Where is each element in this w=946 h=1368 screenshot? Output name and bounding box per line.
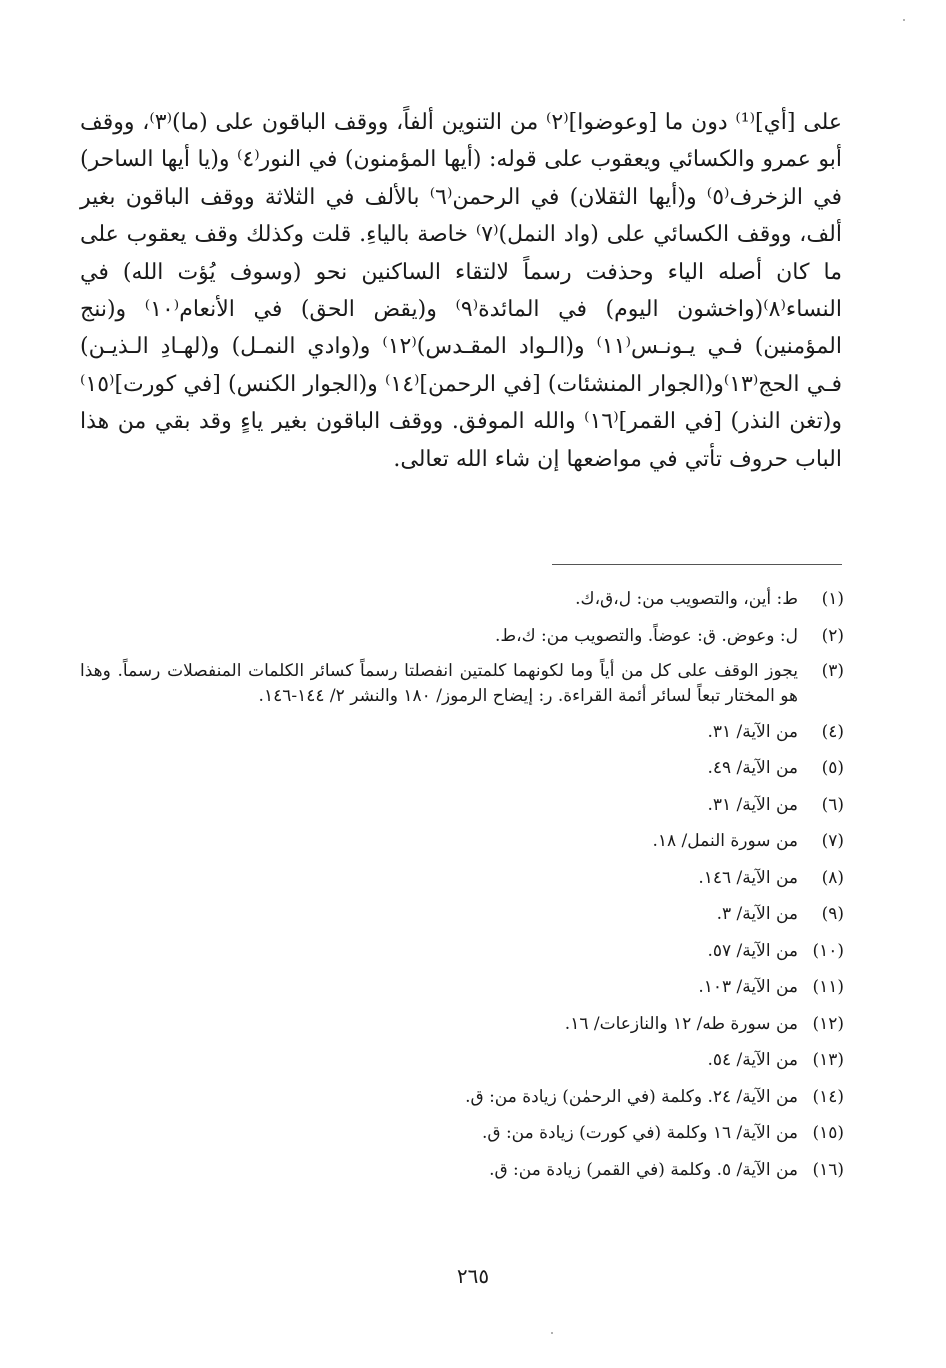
footnote-item [80,586,844,613]
footnote-number: (١١) [812,977,844,997]
footnote-number: (٥) [821,758,844,778]
footnote-number: (٤) [821,721,844,742]
footnote-item [80,1157,844,1184]
footnote-number: (١٥) [812,1123,844,1143]
footnote-text: من الآية/ ٥٤. [707,1050,798,1070]
main-paragraph: على [أي]⁽¹⁾ دون ما [وعوضوا]⁽٢⁾ من التنوين ألفاً، ووقف الباقون على (ما)⁽٣⁾، ووقف أبو عمرو والكسائي ويعقوب على قوله: (أيها المؤمنون) في النور⁽٤⁾ و(يا أيها الساحر) في الزخرف⁽٥⁾ و(أيها الثقلان) في الرحمن⁽٦⁾ بالألف في الثلاثة ووقف الباقون بغير ألف، ووقف الكسائي على (واد النمل)⁽٧⁾ خاصة بالياءِ. قلت وكذلك وقف يعقوب على ما كان أصله الياء وحذفت رسماً لالتقاء الساكنين نحو (وسوف يُؤت الله) في النساء⁽٨⁾(واخشون اليوم) في المائدة⁽٩⁾ و(يقض الحق) في الأنعام⁽١٠⁾ و(ننج المؤمنين) فـي يـونـس⁽١١⁾ و(الـواد المقـدس)⁽١٢⁾ و(وادي النمـل) و(لهـادِ الـذيـن) فـي الحج⁽١٣⁾و(الجوار المنشئات) [في الرحمن]⁽١٤⁾ و(الجوار الكنس) [في كورت]⁽١٥⁾ و(تغن النذر) [في القمر]⁽١٦⁾ والله الموفق. ووقف الباقون بغير ياءٍ وقد بقي من هذا الباب حروف تأتي في مواضعها إن شاء الله تعالى. [80,110,843,472]
footnote-text: من الآية/ ٣١. [707,794,798,815]
footnote-text: ط: أين، والتصويب من: ل،ق،ك. [575,589,798,609]
footnote-number: (١٠) [812,940,844,961]
footnote-item [80,1084,844,1111]
footnote-text: من الآية/ ٣١. [707,721,798,742]
footnote-text: من سورة طه/ ١٢ والنازعات/ ١٦. [564,1013,798,1034]
footnote-item [80,974,844,1001]
page-number: ٢٦٥ [456,1264,490,1288]
footnote-text: يجوز الوقف على كل من أياً وما لكونهما كلمتين انفصلتا رسماً كسائر الكلمات المنفصلات رسماً. وهذا هو المختار تبعاً لسائر أئمة القراءة. ر: إيضاح الرموز/ ١٨٠ والنشر ٢/ ١٤٤-١٤٦. [80,661,798,706]
footnote-number: (٨) [821,867,844,888]
footnote-item [80,755,844,782]
footnote-number: (١) [821,589,844,609]
footnote-number: (٩) [821,904,844,924]
footnote-item [80,901,844,928]
footnote-number: (٧) [821,831,844,851]
footnote-number: (١٤) [812,1086,844,1107]
footnote-text: من الآية/ ٥٧. [707,940,798,961]
footnote-item [80,865,844,892]
main-text-block [80,104,842,478]
footnote-text: من الآية/ ١٦ وكلمة (في كورت) زيادة من: ق. [481,1123,798,1143]
footnote-text: من الآية/ ٣. [716,904,798,924]
footnote-number: (١٣) [812,1050,844,1070]
footnote-item [80,1047,844,1074]
footnote-text: من الآية/ ٢٤. وكلمة (في الرحمٰن) زيادة من: ق. [465,1086,798,1107]
footnote-number: (٢) [821,625,844,646]
footnote-item [80,659,844,709]
scan-speck [903,19,905,21]
footnote-separator [552,564,842,565]
footnote-item [80,1011,844,1038]
footnote-number: (١٦) [812,1159,844,1180]
footnote-text: ل: وعوض. ق: عوضاً. والتصويب من: ك،ط. [494,625,798,646]
footnote-item [80,938,844,965]
footnote-text: من الآية/ ٥. وكلمة (في القمر) زيادة من: ق. [489,1159,798,1180]
scan-speck [551,1332,553,1334]
footnote-item [80,828,844,855]
footnote-number: (٦) [821,794,844,815]
footnote-text: من الآية/ ١٤٦. [698,867,798,888]
footnote-item [80,792,844,819]
footnote-number: (٣) [821,661,844,681]
footnote-text: من سورة النمل/ ١٨. [652,831,798,851]
footnote-item [80,719,844,746]
footnote-number: (١٢) [812,1013,844,1034]
footnote-text: من الآية/ ٤٩. [707,758,798,778]
footnotes-list [80,586,844,1193]
footnote-item [80,623,844,650]
footnote-item [80,1120,844,1147]
footnote-text: من الآية/ ١٠٣. [698,977,798,997]
